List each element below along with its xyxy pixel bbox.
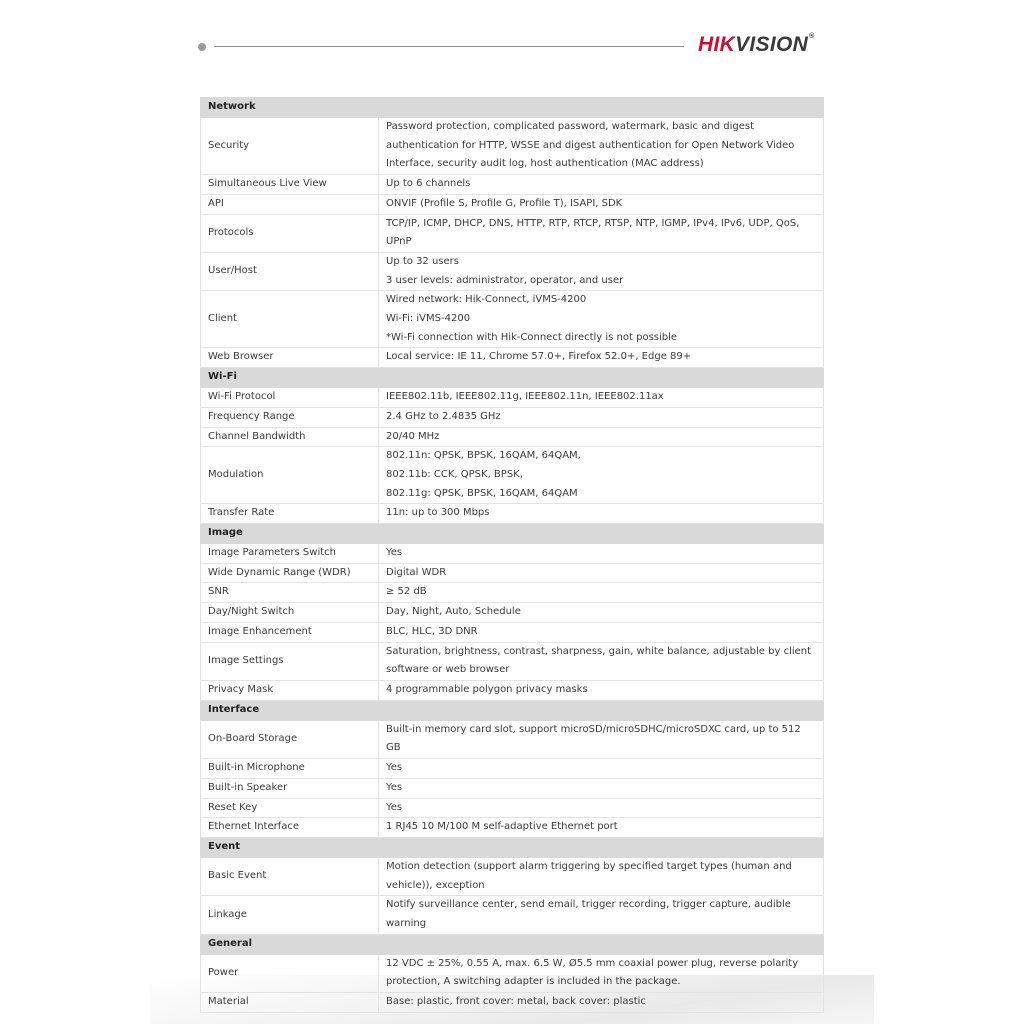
spec-label: Transfer Rate (201, 504, 379, 524)
spec-row (201, 622, 824, 642)
spec-row (201, 118, 824, 175)
spec-value (379, 447, 824, 504)
hikvision-logo: HIKVISION® (698, 33, 815, 56)
spec-row (201, 388, 824, 408)
spec-value-line: IEEE802.11b, IEEE802.11g, IEEE802.11n, IEEE802.11ax (386, 391, 664, 403)
spec-label: Wide Dynamic Range (WDR) (201, 563, 379, 583)
spec-label: Channel Bandwidth (201, 427, 379, 447)
spec-row (201, 720, 824, 758)
spec-value (379, 504, 824, 524)
spec-row (201, 563, 824, 583)
section-title: Event (201, 837, 824, 857)
spec-value-line: Day, Night, Auto, Schedule (386, 606, 521, 618)
spec-label: Ethernet Interface (201, 818, 379, 838)
spec-row (201, 993, 824, 1013)
spec-value-line: 802.11n: QPSK, BPSK, 16QAM, 64QAM, (386, 450, 581, 462)
spec-value-line: Wi-Fi: iVMS-4200 (386, 313, 471, 325)
spec-value (379, 194, 824, 214)
spec-label: Built-in Microphone (201, 759, 379, 779)
spec-value (379, 214, 824, 252)
spec-label: On-Board Storage (201, 720, 379, 758)
spec-label: Image Parameters Switch (201, 544, 379, 564)
spec-label: Web Browser (201, 348, 379, 368)
spec-value-line: vehicle)), exception (386, 879, 485, 891)
spec-label: SNR (201, 583, 379, 603)
spec-value (379, 252, 824, 290)
page-margin-left (0, 0, 150, 1024)
spec-label: Security (201, 118, 379, 175)
spec-row (201, 544, 824, 564)
spec-value-line: Wired network: Hik-Connect, iVMS-4200 (386, 294, 587, 306)
spec-value-line: Password protection, complicated password, watermark, basic and digest (386, 121, 754, 132)
section-header (201, 524, 824, 544)
spec-label: Modulation (201, 447, 379, 504)
spec-value (379, 798, 824, 818)
spec-value (379, 603, 824, 623)
spec-row (201, 252, 824, 290)
spec-value (379, 388, 824, 408)
spec-label: Power (201, 954, 379, 992)
spec-row (201, 680, 824, 700)
spec-label: Frequency Range (201, 407, 379, 427)
spec-value-line: warning (386, 918, 427, 930)
spec-value (379, 818, 824, 838)
spec-value-line: Base: plastic, front cover: metal, back cover: plastic (386, 996, 646, 1008)
spec-label: Protocols (201, 214, 379, 252)
header-dot (198, 43, 206, 51)
section-header (201, 837, 824, 857)
spec-value-line: 4 programmable polygon privacy masks (386, 683, 588, 695)
spec-row (201, 759, 824, 779)
spec-value-line: 802.11b: CCK, QPSK, BPSK, (386, 468, 523, 480)
spec-value-line: protection, A switching adapter is included in the package. (386, 976, 681, 988)
section-title: Wi-Fi (201, 368, 824, 388)
spec-label: Material (201, 993, 379, 1013)
spec-row (201, 194, 824, 214)
spec-value-line: 2.4 GHz to 2.4835 GHz (386, 410, 501, 422)
spec-value (379, 954, 824, 992)
spec-value-line: 802.11g: QPSK, BPSK, 16QAM, 64QAM (386, 487, 578, 499)
spec-row (201, 954, 824, 992)
section-title: Image (201, 524, 824, 544)
spec-value-line: TCP/IP, ICMP, DHCP, DNS, HTTP, RTP, RTCP, RTSP, NTP, IGMP, IPv4, IPv6, UDP, QoS, (386, 217, 800, 229)
section-title: Interface (201, 700, 824, 720)
spec-value-line: software or web browser (386, 664, 510, 676)
section-title: General (201, 934, 824, 954)
spec-value-line: Built-in memory card slot, support microSD/microSDHC/microSDXC card, up to 512 GB (386, 723, 801, 754)
spec-value-line: Notify surveillance center, send email, trigger recording, trigger capture, audible (386, 899, 791, 911)
spec-row (201, 175, 824, 195)
spec-value (379, 680, 824, 700)
spec-row (201, 214, 824, 252)
spec-row (201, 642, 824, 680)
spec-value (379, 896, 824, 934)
spec-value-line: *Wi-Fi connection with Hik-Connect directly is not possible (386, 331, 678, 343)
spec-row (201, 447, 824, 504)
spec-label: Reset Key (201, 798, 379, 818)
page-margin-right (874, 0, 1024, 1024)
spec-value (379, 427, 824, 447)
spec-label: Image Settings (201, 642, 379, 680)
spec-label: Simultaneous Live View (201, 175, 379, 195)
spec-value (379, 993, 824, 1013)
spec-label: Basic Event (201, 857, 379, 895)
spec-value (379, 778, 824, 798)
spec-value (379, 118, 824, 175)
section-title: Network (201, 98, 824, 118)
spec-value-line: Up to 6 channels (386, 178, 471, 190)
spec-value-line: Motion detection (support alarm triggering by specified target types (human and (386, 860, 792, 872)
spec-value-line: Digital WDR (386, 566, 447, 578)
spec-value (379, 291, 824, 348)
spec-value-line: ≥ 52 dB (386, 586, 427, 598)
spec-label: Client (201, 291, 379, 348)
spec-value (379, 759, 824, 779)
spec-value-line: 1 RJ45 10 M/100 M self-adaptive Ethernet port (386, 821, 618, 833)
spec-row (201, 603, 824, 623)
section-header (201, 934, 824, 954)
spec-value-line: Yes (386, 781, 403, 793)
spec-row (201, 427, 824, 447)
spec-value-line: 11n: up to 300 Mbps (386, 507, 490, 519)
section-header (201, 368, 824, 388)
spec-value-line: Yes (386, 762, 403, 774)
spec-row (201, 798, 824, 818)
spec-value (379, 175, 824, 195)
spec-row (201, 778, 824, 798)
spec-row (201, 896, 824, 934)
spec-value (379, 857, 824, 895)
spec-row (201, 291, 824, 348)
spec-label: Linkage (201, 896, 379, 934)
spec-value-line: Local service: IE 11, Chrome 57.0+, Firefox 52.0+, Edge 89+ (386, 351, 692, 363)
spec-value-line: 20/40 MHz (386, 430, 440, 442)
spec-row (201, 583, 824, 603)
header-rule (214, 46, 684, 47)
spec-row (201, 818, 824, 838)
spec-value-line: BLC, HLC, 3D DNR (386, 625, 478, 637)
spec-value (379, 563, 824, 583)
spec-label: Day/Night Switch (201, 603, 379, 623)
spec-value-line: Up to 32 users (386, 255, 459, 267)
section-header (201, 700, 824, 720)
spec-value (379, 407, 824, 427)
spec-value-line: authentication for HTTP, WSSE and digest authentication for Open Network Video (386, 139, 795, 151)
spec-value-line: Yes (386, 801, 403, 813)
spec-label: User/Host (201, 252, 379, 290)
spec-value (379, 544, 824, 564)
spec-value (379, 622, 824, 642)
spec-row (201, 857, 824, 895)
spec-value-line: 12 VDC ± 25%, 0.55 A, max. 6.5 W, Ø5.5 mm coaxial power plug, reverse polarity (386, 957, 799, 969)
spec-row (201, 348, 824, 368)
spec-value-line: Saturation, brightness, contrast, sharpness, gain, white balance, adjustable by client (386, 645, 812, 657)
spec-value-line: ONVIF (Profile S, Profile G, Profile T), ISAPI, SDK (386, 197, 623, 209)
spec-value-line: UPnP (386, 236, 412, 248)
section-header (201, 98, 824, 118)
spec-value-line: Interface, security audit log, host authentication (MAC address) (386, 158, 704, 170)
spec-table (200, 97, 824, 1013)
spec-value (379, 348, 824, 368)
spec-value (379, 720, 824, 758)
spec-value (379, 642, 824, 680)
spec-value-line: 3 user levels: administrator, operator, and user (386, 274, 624, 286)
spec-row (201, 407, 824, 427)
spec-value-line: Yes (386, 547, 403, 559)
spec-label: Built-in Speaker (201, 778, 379, 798)
spec-value (379, 583, 824, 603)
spec-label: Wi-Fi Protocol (201, 388, 379, 408)
spec-row (201, 504, 824, 524)
spec-label: API (201, 194, 379, 214)
spec-label: Privacy Mask (201, 680, 379, 700)
spec-label: Image Enhancement (201, 622, 379, 642)
